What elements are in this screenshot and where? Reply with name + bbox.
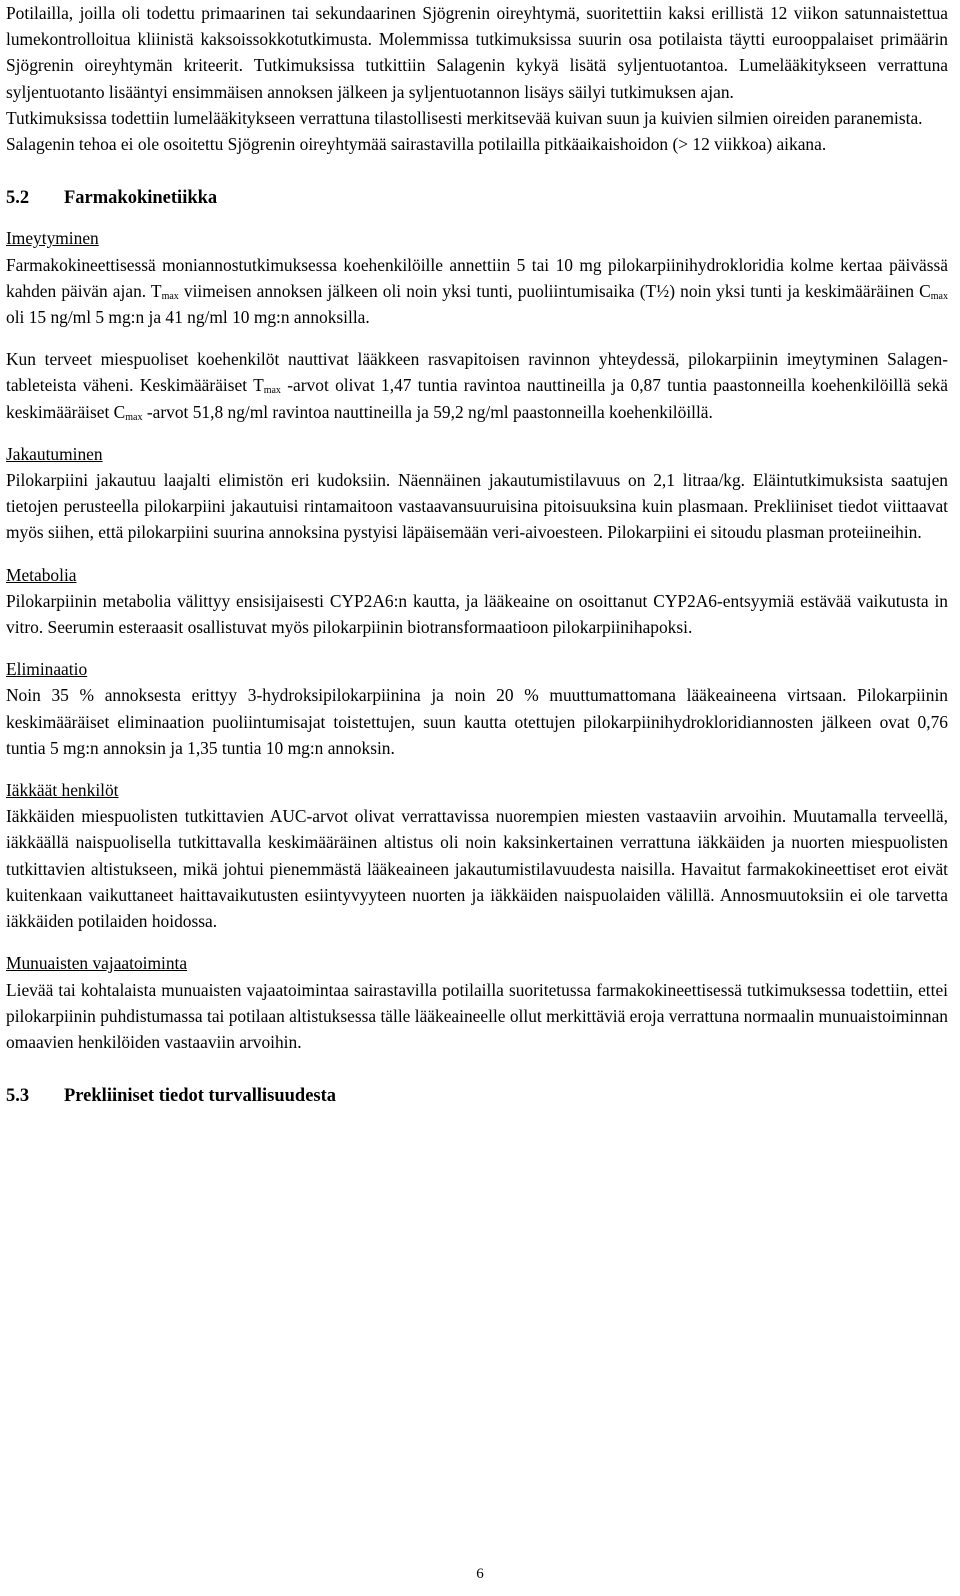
section-heading-5-3 bbox=[6, 1083, 948, 1109]
renal-paragraph: Lievää tai kohtalaista munuaisten vajaatoimintaa sairastavilla potilailla suoritetussa farmakokineettisessä tutkimuksessa todettiin, ettei pilokarpiinin puhdistumassa tai potilaan altistuksessa tälle lääkeaineelle ollut merkittäviä eroja verrattuna normaalin munuaistoiminnan omaavien henkilöiden vastaaviin arvoihin. bbox=[6, 979, 948, 1052]
absorption-paragraph-2: Kun terveet miespuoliset koehenkilöt nauttivat lääkkeen rasvapitoisen ravinnon yhteydessä, pilokarpiinin imeytyminen Salagen-tableteista väheni. Keskimääräiset $T_{max}$ -arvot olivat 1,47 tuntia ravintoa nauttineilla ja 0,87 tuntia paastonneilla koehenkilöillä sekä keskimääräiset $C_{max}$ -arvot 51,8 ng/ml ravintoa nauttineilla ja 59,2 ng/ml paastonneilla koehenkilöillä. bbox=[6, 349, 948, 423]
metabolism-paragraph: Pilokarpiinin metabolia välittyy ensisijaisesti CYP2A6:n kautta, ja lääkeaine on osoittanut CYP2A6-entsyymiä estävää vaikutusta in vitro. Seerumin esteraasit osallistuvat myös pilokarpiinin biotransformaatioon pilokarpiinihapoksi. bbox=[6, 590, 948, 638]
elderly-paragraph: Iäkkäiden miespuolisten tutkittavien AUC-arvot olivat verrattavissa nuorempien miesten vastaaviin arvoihin. Muutamalla terveellä, iäkkäällä naispuolisella tutkittavalla keskimääräinen altistus oli noin kaksinkertainen verrattuna iäkkäiden ja nuorten miespuolisten tutkittavien altistukseen, mikä johtui pienemmästä lääkeaineen jakautumistilavuudesta naisilla. Havaitut farmakokineettiset erot eivät kuitenkaan vaikuttaneet haittavaikutusten esiintyvyyteen nuorten ja iäkkäiden naispuolaiden välillä. Annosmuutoksiin ei ole tarvetta iäkkäiden potilaiden hoidossa. bbox=[6, 806, 948, 932]
section-number: 5.2 bbox=[6, 188, 30, 209]
subheading-renal: Munuaisten vajaatoiminta bbox=[6, 953, 188, 974]
section-number: 5.3 bbox=[6, 1086, 30, 1107]
distribution-paragraph: Pilokarpiini jakautuu laajalti elimistön eri kudoksiin. Näennäinen jakautumistilavuus on 2,1 litraa/kg. Eläintutkimuksista saatujen tietojen perusteella pilokarpiini jakautuisi rintamaitoon vastaavansuuruisina pitoisuuksina kuin plasmaan. Prekliiniset tiedot viittaavat myös siihen, että pilokarpiini suurina annoksina pystyisi läpäisemään veri-aivoesteen. Pilokarpiini ei sitoudu plasman proteiineihin. bbox=[6, 470, 948, 543]
subheading-metabolism: Metabolia bbox=[6, 564, 77, 585]
section-heading-5-2 bbox=[6, 185, 948, 211]
intro-paragraph-3: Salagenin tehoa ei ole osoitettu Sjögrenin oireyhtymää sairastavilla potilailla pitkäaikaishoidon (> 12 viikkoa) aikana. bbox=[6, 134, 827, 155]
subheading-absorption: Imeytyminen bbox=[6, 228, 99, 249]
subheading-elderly: Iäkkäät henkilöt bbox=[6, 780, 119, 801]
subheading-distribution: Jakautuminen bbox=[6, 443, 103, 464]
elimination-paragraph: Noin 35 % annoksesta erittyy 3-hydroksipilokarpiinina ja noin 20 % muuttumattomana lääkeaineena virtsaan. Pilokarpiinin keskimääräiset eliminaation puoliintumisajat toistettujen, suun kautta otettujen pilokarpiinihydrokloridiannosten jälkeen ovat 0,76 tuntia 5 mg:n annoksin ja 1,35 tuntia 10 mg:n annoksin. bbox=[6, 685, 948, 758]
absorption-paragraph-1: Farmakokineettisessä moniannostutkimuksessa koehenkilöille annettiin 5 tai 10 mg pilokarpiinihydrokloridia kolme kertaa päivässä kahden päivän ajan. $T_{max}$ viimeisen annoksen jälkeen oli noin yksi tunti, puoliintumisaika (T½) noin yksi tunti ja keskimääräinen $C_{max}$ oli 15 ng/ml 5 mg:n ja 41 ng/ml 10 mg:n annoksilla. bbox=[6, 254, 948, 328]
document-page bbox=[6, 0, 948, 1123]
subheading-elimination: Eliminaatio bbox=[6, 659, 88, 680]
page-number: 6 bbox=[476, 1566, 484, 1582]
intro-paragraph-1: Potilailla, joilla oli todettu primaarinen tai sekundaarinen Sjögrenin oireyhtymä, suoritettiin kaksi erillistä 12 viikon satunnaistettua lumekontrolloitua kliinistä kaksoissokkotutkimusta. Molemmissa tutkimuksissa suurin osa potilaista täytti eurooppalaiset primäärin Sjögrenin oireyhtymän kriteerit. Tutkimuksissa tutkittiin Salagenin kykyä lisätä syljentuotantoa. Lumelääkitykseen verrattuna syljentuotanto lisääntyi ensimmäisen annoksen jälkeen ja syljentuotannon lisäys säilyi tutkimuksen ajan. bbox=[6, 3, 948, 102]
intro-paragraph-2: Tutkimuksissa todettiin lumelääkitykseen verrattuna tilastollisesti merkitsevää kuivan suun ja kuivien silmien oireiden paranemista. bbox=[6, 107, 923, 128]
section-title: Farmakokinetiikka bbox=[64, 188, 218, 209]
section-title: Prekliiniset tiedot turvallisuudesta bbox=[64, 1086, 337, 1107]
